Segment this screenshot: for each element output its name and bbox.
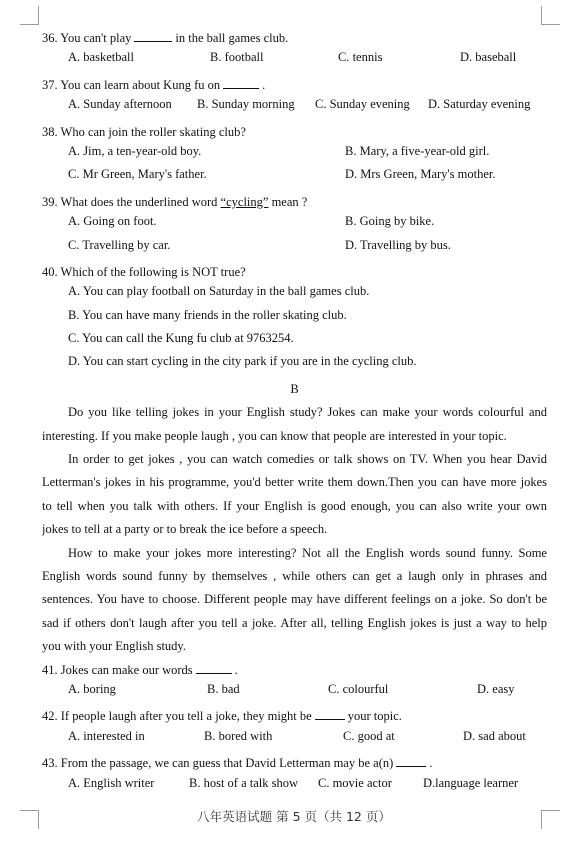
underlined-word: “cycling”	[220, 194, 269, 209]
question-42-stem-end: your topic.	[347, 709, 402, 724]
question-41-options	[42, 682, 547, 705]
option-c[interactable]: C. tennis	[338, 50, 383, 65]
question-39	[42, 191, 547, 214]
option-d[interactable]: D. Saturday evening	[428, 97, 531, 112]
answer-blank	[315, 707, 345, 720]
option-a[interactable]: A. basketball	[68, 50, 134, 65]
question-42	[42, 705, 547, 728]
question-41-stem: 41. Jokes can make our words	[42, 662, 193, 677]
answer-blank	[396, 754, 426, 767]
answer-blank	[223, 76, 259, 89]
question-39-stem: 39. What does the underlined word	[42, 194, 221, 209]
question-43	[42, 752, 547, 775]
option-b[interactable]: B. bad	[207, 681, 240, 696]
question-39-stem-end: mean ?	[268, 194, 308, 209]
question-40-option-b-row	[42, 308, 547, 331]
option-b[interactable]: B. bored with	[204, 728, 273, 743]
question-40	[42, 261, 547, 284]
option-c[interactable]: C. movie actor	[318, 775, 392, 790]
question-40-stem: 40. Which of the following is NOT true?	[42, 264, 246, 279]
crop-mark-top-right	[541, 6, 560, 25]
option-c[interactable]: C. good at	[343, 728, 395, 743]
passage-line: In order to get jokes , you can watch comedies or talk shows on TV. When you hear David	[68, 452, 547, 467]
question-37-options	[42, 97, 547, 120]
option-a[interactable]: A. Sunday afternoon	[68, 97, 172, 112]
option-d[interactable]: D. baseball	[460, 50, 517, 65]
answer-blank	[134, 29, 172, 42]
option-a[interactable]: A. English writer	[68, 775, 155, 790]
option-d[interactable]: D. Mrs Green, Mary's mother.	[345, 167, 496, 182]
option-a[interactable]: A. Jim, a ten-year-old boy.	[68, 143, 202, 158]
question-37	[42, 74, 547, 97]
passage-line: you with your English study.	[42, 639, 186, 654]
option-c[interactable]: C. Mr Green, Mary's father.	[68, 167, 207, 182]
page-footer: 八年英语试题 第 5 页（共 12 页）	[197, 809, 391, 824]
reading-passage	[42, 401, 547, 658]
question-40-option-d-row	[42, 354, 547, 377]
question-39-options-row1	[42, 214, 547, 237]
passage-line: How to make your jokes more interesting? Not all the English words sound funny. Some	[68, 545, 547, 560]
passage-line: jokes to tell at a party or to break the ice before a speech.	[42, 522, 328, 537]
crop-mark-top-left	[20, 6, 39, 25]
option-d[interactable]: D.language learner	[423, 775, 519, 790]
question-36-options	[42, 50, 547, 73]
question-40-option-a-row	[42, 284, 547, 307]
option-a[interactable]: A. boring	[68, 681, 116, 696]
question-39-options-row2	[42, 238, 547, 261]
question-43-options	[42, 776, 547, 799]
question-37-stem: 37. You can learn about Kung fu on	[42, 77, 221, 92]
option-b[interactable]: B. Sunday morning	[197, 97, 295, 112]
option-c[interactable]: C. You can call the Kung fu club at 9763254.	[68, 331, 294, 346]
option-d[interactable]: D. You can start cycling in the city park if you are in the cycling club.	[68, 354, 417, 369]
question-40-option-c-row	[42, 331, 547, 354]
question-36-stem: 36. You can't play	[42, 31, 132, 45]
option-c[interactable]: C. colourful	[328, 681, 389, 696]
section-heading: B	[290, 381, 299, 396]
question-42-options	[42, 729, 547, 752]
option-d[interactable]: D. easy	[477, 681, 515, 696]
option-b[interactable]: B. football	[210, 50, 264, 65]
question-37-stem-end: .	[262, 77, 266, 92]
option-c[interactable]: C. Travelling by car.	[68, 237, 171, 252]
option-a[interactable]: A. interested in	[68, 728, 145, 743]
question-36-stem-end: in the ball games club.	[175, 31, 289, 45]
question-38-stem: 38. Who can join the roller skating club?	[42, 124, 246, 139]
option-d[interactable]: D. sad about	[463, 728, 526, 743]
passage-line: sentences. You have to choose. Different people may have different feelings on a joke. So don't be	[42, 592, 547, 607]
option-a[interactable]: A. Going on foot.	[68, 214, 157, 229]
passage-line: sad if others don't laugh after you tell a joke. After all, telling English jokes is just a way to help	[42, 615, 547, 630]
option-c[interactable]: C. Sunday evening	[315, 97, 410, 112]
option-b[interactable]: B. host of a talk show	[189, 775, 299, 790]
passage-line: Do you like telling jokes in your English study? Jokes can make your words colourful and	[68, 405, 547, 420]
question-41-stem-end: .	[234, 662, 238, 677]
question-38	[42, 121, 547, 144]
option-b[interactable]: B. Mary, a five-year-old girl.	[345, 143, 490, 158]
question-36	[42, 27, 547, 50]
passage-line: to tell when you talk with others. If your English is good enough, you can also write your own	[42, 498, 547, 513]
passage-line: Letterman's jokes in his programme, you'd better write them down.Then you can have more jokes	[42, 475, 547, 490]
question-38-options-row2	[42, 167, 547, 190]
option-b[interactable]: B. You can have many friends in the roller skating club.	[68, 307, 347, 322]
question-42-stem: 42. If people laugh after you tell a joke, they might be	[42, 709, 312, 724]
answer-blank	[196, 661, 232, 674]
option-b[interactable]: B. Going by bike.	[345, 214, 435, 229]
passage-line: English words sound funny by themselves , while others can get a laugh only in phrases and	[42, 568, 547, 583]
option-a[interactable]: A. You can play football on Saturday in the ball games club.	[68, 284, 370, 299]
question-41	[42, 659, 547, 682]
question-43-stem-end: .	[429, 756, 433, 771]
question-38-options-row1	[42, 144, 547, 167]
passage-line: interesting. If you make people laugh , you can know that people are interested in your topic.	[42, 428, 507, 443]
exam-content	[42, 27, 547, 799]
option-d[interactable]: D. Travelling by bus.	[345, 237, 451, 252]
question-43-stem: 43. From the passage, we can guess that David Letterman may be a(n)	[42, 756, 394, 771]
